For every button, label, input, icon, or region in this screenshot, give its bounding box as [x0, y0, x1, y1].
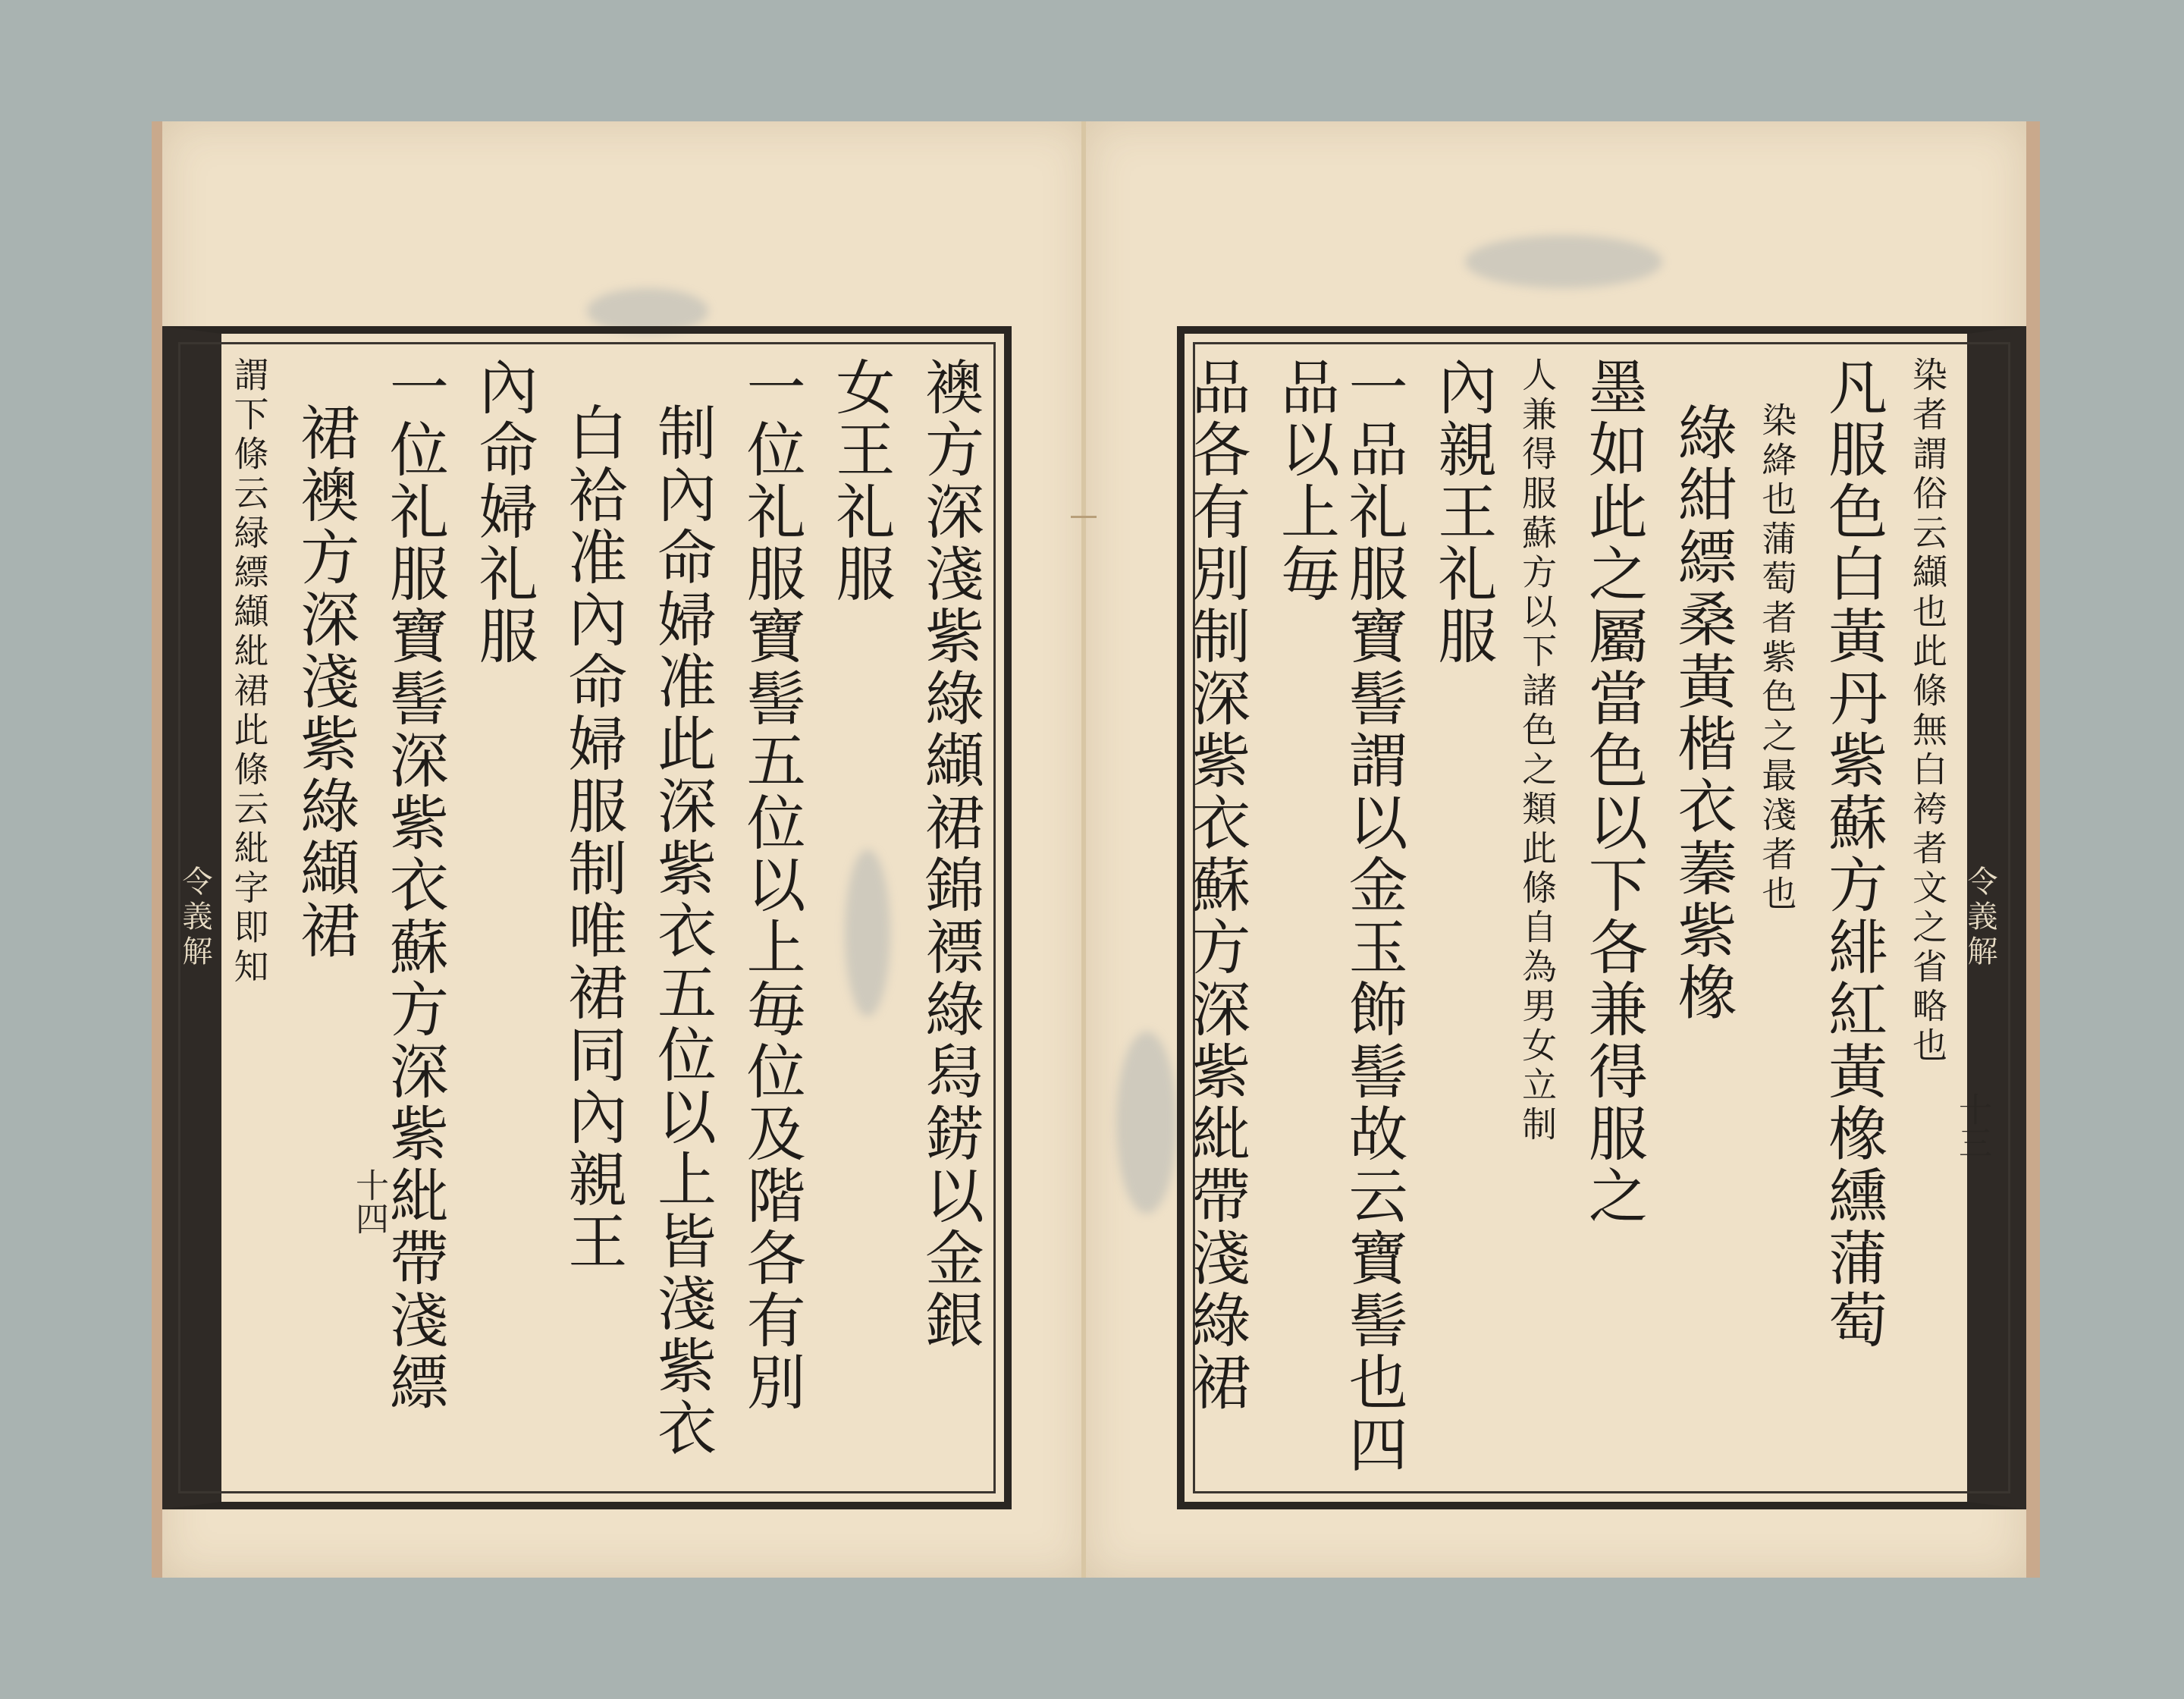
text-column: 裙襖方深淺紫綠纈裙 — [290, 402, 359, 962]
heading-column: 內親王礼服 — [1428, 356, 1497, 667]
right-text-block — [1181, 356, 1958, 1479]
text-column: 綠紺縹桑黃楷衣蓁紫橡 — [1668, 402, 1737, 1024]
right-page — [1081, 121, 2040, 1578]
left-text-block — [228, 356, 993, 1479]
text-column: 白袷准內命婦服制唯裙同內親王 — [558, 402, 627, 1273]
open-book — [152, 121, 2032, 1578]
text-column: 凡服色白黃丹紫蘇方緋紅黃橡纁蒲萄 — [1818, 356, 1887, 1352]
annotation-column: 謂下條云緑縹纈紕裙此條云紕字即知 — [228, 356, 270, 988]
text-column: 墨如此之屬當色以下各兼得服之 — [1578, 356, 1647, 1227]
left-page — [152, 121, 1092, 1578]
text-column: 一位礼服寶髻五位以上毎位及階各有別 — [736, 356, 805, 1414]
right-hanshin-title: 令義解 — [1963, 865, 1997, 970]
left-leaf-number: 十四 — [350, 1168, 388, 1235]
text-column: 品各有別制深紫衣蘇方深紫紕帶淺綠裙 — [1181, 356, 1250, 1414]
heading-column: 內命婦礼服 — [469, 356, 538, 667]
binding-thread — [1071, 516, 1097, 518]
left-hanshin-title: 令義解 — [177, 865, 212, 970]
annotation-column: 染者謂俗云纈也此條無白袴者文之省略也 — [1907, 356, 1948, 1066]
heading-column: 女王礼服 — [826, 356, 895, 605]
text-column: 制內命婦准此深紫衣五位以上皆淺紫衣 — [647, 402, 716, 1459]
text-column: 一品礼服寶髻謂以金玉飾髻故云寶髻也四品以上毎 — [1270, 356, 1407, 1476]
text-column: 一位礼服寶髻深紫衣蘇方深紫紕帶淺縹 — [379, 356, 448, 1414]
text-column: 襖方深淺紫綠纈裙錦褾綠舄錺以金銀 — [915, 356, 984, 1352]
annotation-column: 人兼得服蘇方以下諸色之類此條自為男女立制 — [1517, 356, 1558, 1145]
annotation-column: 染絳也蒲萄者紫色之最淺者也 — [1756, 402, 1798, 915]
right-leaf-number: 十三 — [1953, 1092, 1991, 1159]
